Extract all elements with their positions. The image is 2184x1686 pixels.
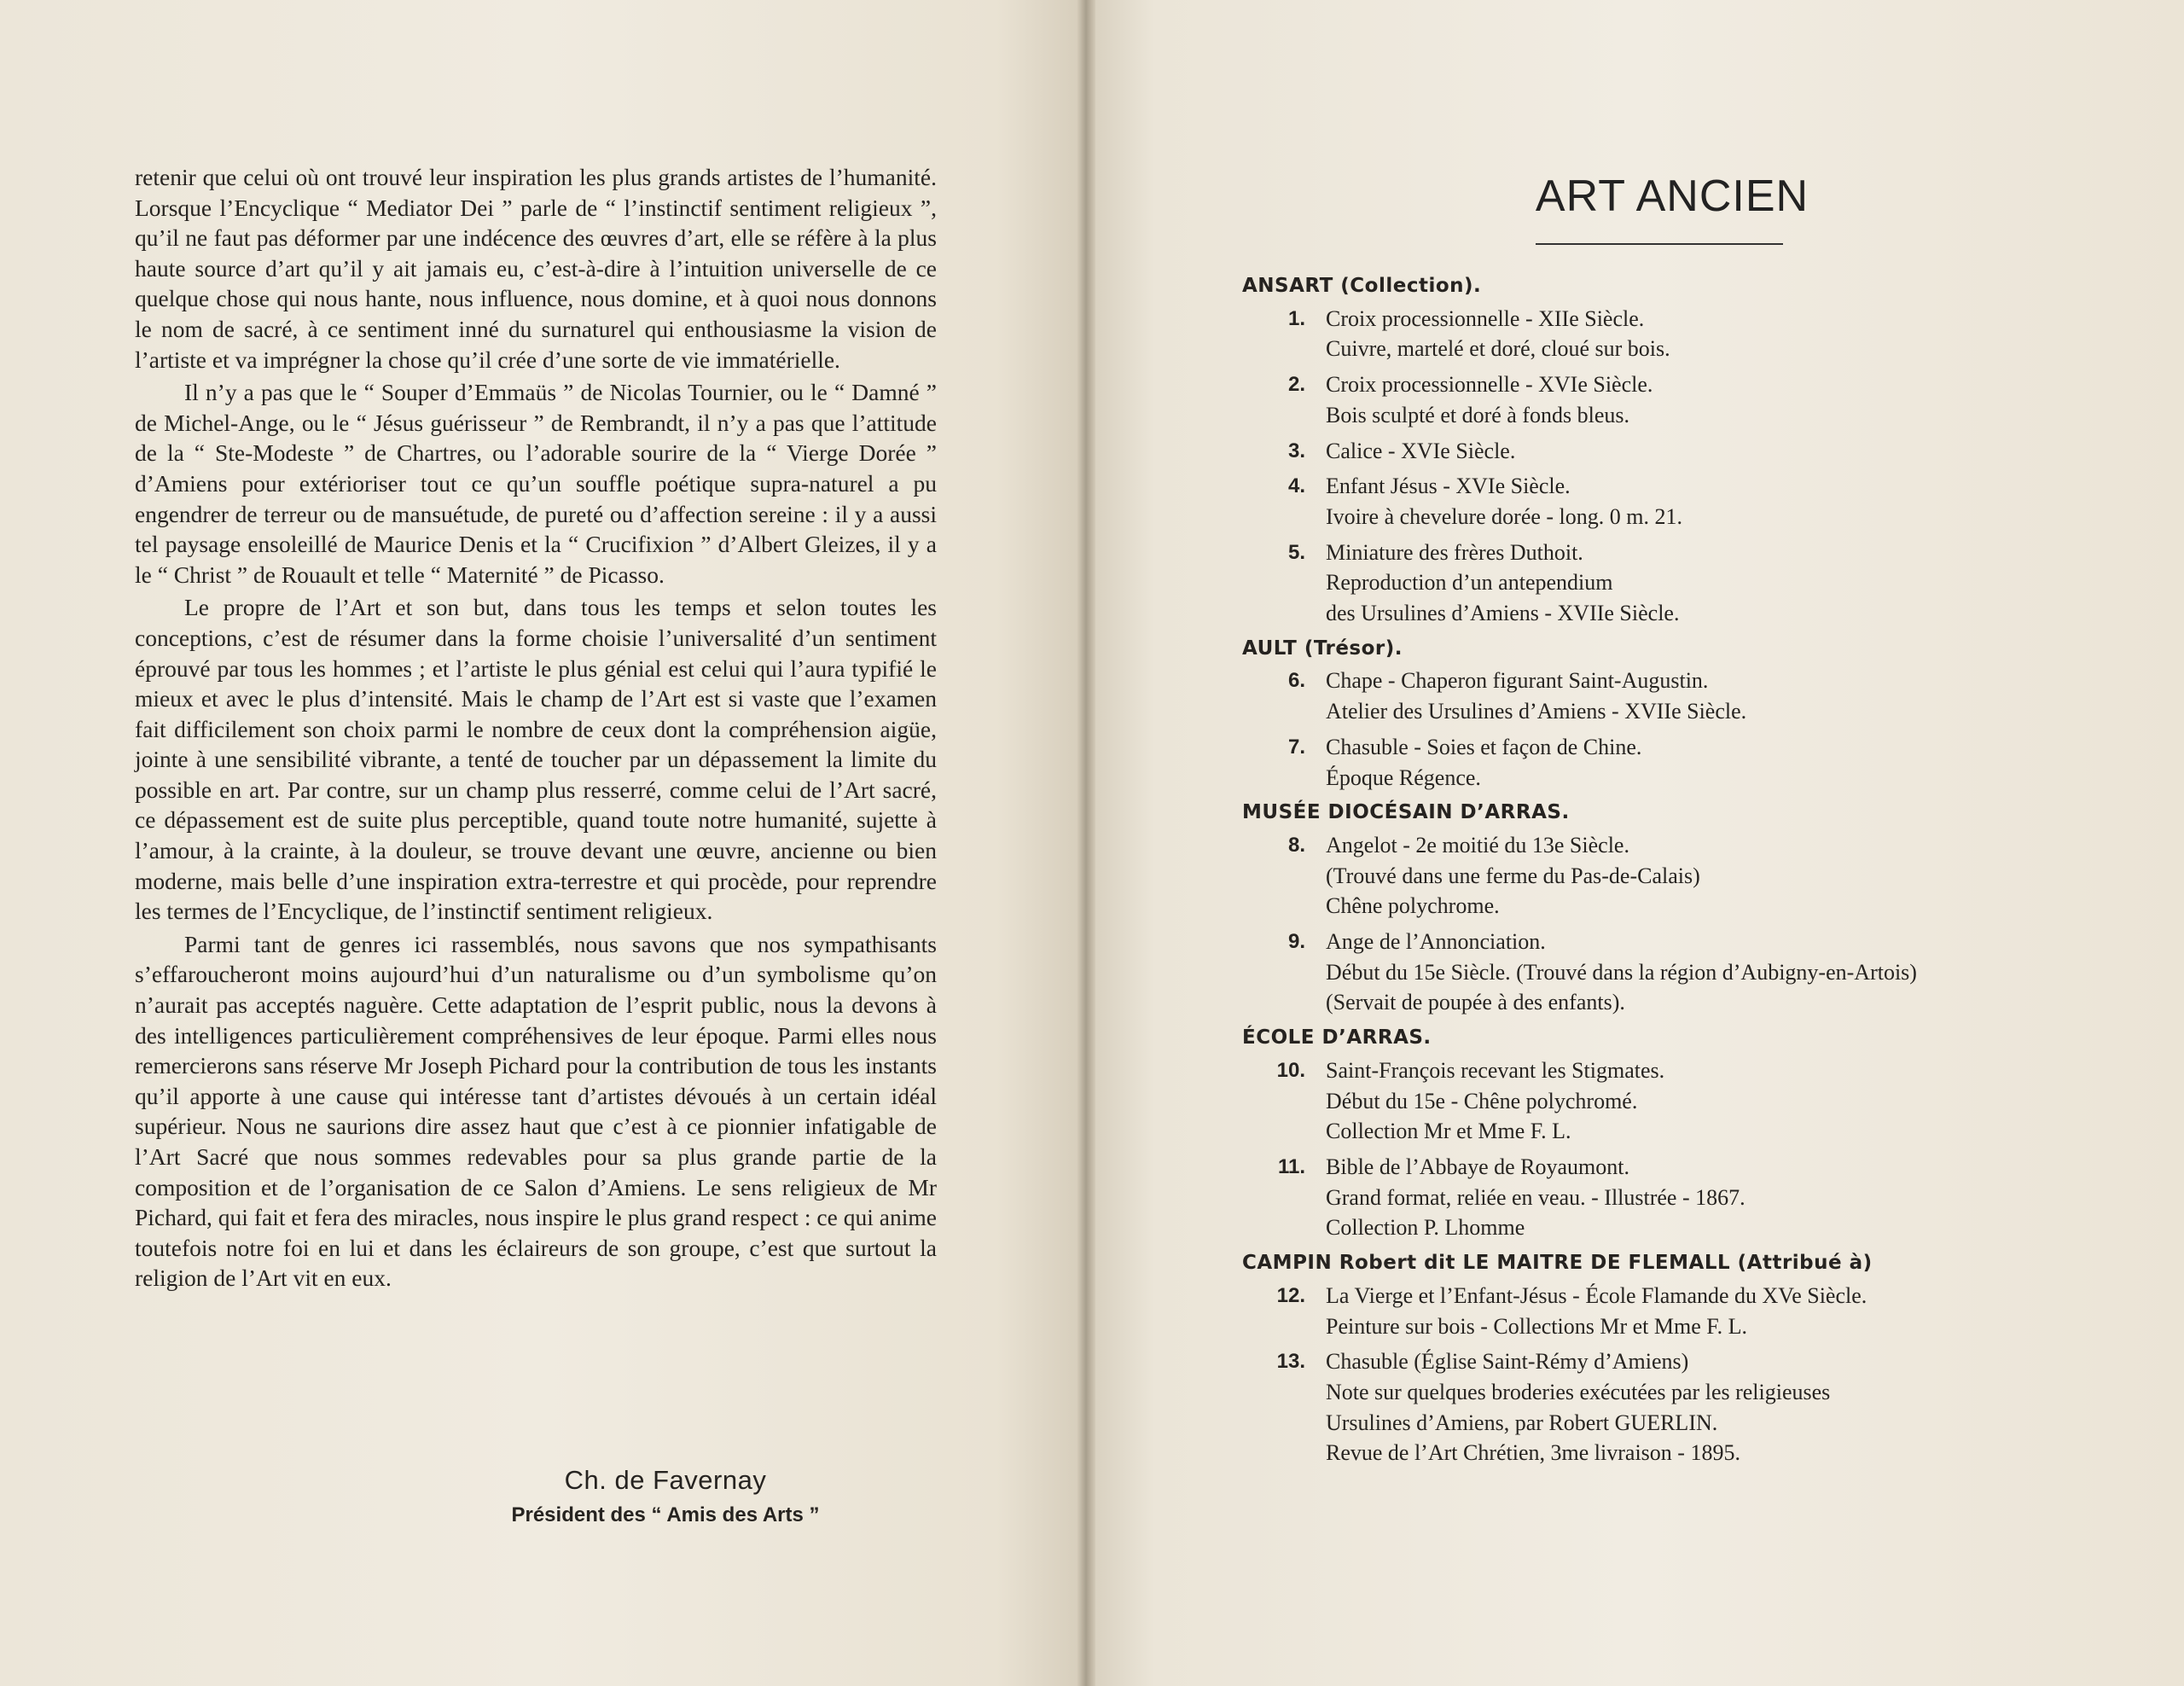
catalog-entry-line: Croix processionnelle - XIIe Siècle. [1326, 305, 1645, 331]
catalog-entry-description [1326, 1152, 2044, 1243]
catalog-entry [1242, 436, 2044, 467]
catalog-entry [1242, 732, 2044, 793]
catalog-entry-line: Collection Mr et Mme F. L. [1326, 1119, 1571, 1144]
catalog-entry-line: Ivoire à chevelure dorée - long. 0 m. 21. [1326, 503, 1683, 529]
catalog-entry-number: 10. [1276, 1058, 1305, 1082]
catalog-entry-line: Chasuble - Soies et façon de Chine. [1326, 734, 1642, 759]
catalog-entry [1242, 471, 2044, 532]
page-title: ART ANCIEN [1535, 172, 1809, 221]
catalog-entry-description [1326, 666, 2044, 726]
catalog-entry-line: Note sur quelques broderies exécutées par les religieuses [1326, 1379, 1831, 1404]
catalog-entry-description [1326, 830, 2044, 921]
catalog-entry-line: Grand format, reliée en veau. - Illustrée - 1867. [1326, 1184, 1745, 1210]
catalog-entry-line: Ange de l’Annonciation. [1326, 929, 1546, 955]
catalog-entry [1242, 1152, 2044, 1243]
catalog-entry-number: 3. [1287, 439, 1305, 462]
catalog-entry-description [1326, 732, 2044, 793]
catalog-entry-number: 11. [1277, 1154, 1305, 1178]
essay-paragraph: Le propre de l’Art et son but, dans tous les temps et selon toutes les conceptions, c’est de résumer dans la forme choisie l’universalité d’un sentiment éprouvé par tous les hommes ; et l’artiste le plus génial est celui qui l’aura typifié le mieux et avec le plus d’intensité. Mais le champ de l’Art est si vaste que l’examen fait difficilement son choix parmi le nombre de ceux dont la compréhension aigüe, jointe à une sensibilité vibrante, a tenté de toucher par un dépassement la limite du possible en art. Par contre, sur un champ plus resserré, comme celui de l’Art sacré, ce dépassement est de suite plus perceptible, quand toute notre humanité, sujette à l’amour, à la crainte, à la douleur, se trouve devant une œuvre, ancienne ou bien moderne, mais belle d’une inspiration extra-terrestre et qui procède, pour reprendre les termes de l’Encyclique, de l’instinctif sentiment religieux. [135, 594, 937, 925]
catalog-entry-description [1326, 538, 2044, 629]
catalog-entry-line: La Vierge et l’Enfant-Jésus - École Flamande du XVe Siècle. [1326, 1282, 1867, 1308]
catalog-entry-line: (Servait de poupée à des enfants). [1326, 990, 1625, 1015]
catalog-entry [1242, 1346, 2044, 1468]
catalog-entry-number: 2. [1287, 373, 1305, 397]
title-underline [1536, 243, 1783, 245]
signature-block [452, 1465, 879, 1527]
catalog-entry-line: Chasuble (Église Saint-Rémy d’Amiens) [1326, 1349, 1689, 1375]
catalog-entry-line: Bible de l’Abbaye de Royaumont. [1326, 1154, 1629, 1179]
catalog-entry-line: Ursulines d’Amiens, par Robert GUERLIN. [1326, 1410, 1718, 1435]
catalog-entry-number: 8. [1287, 833, 1305, 857]
catalog-entry-line: Cuivre, martelé et doré, cloué sur bois. [1326, 336, 1670, 362]
catalog-entry-line: Saint-François recevant les Stigmates. [1326, 1057, 1665, 1083]
catalog-entry-line: des Ursulines d’Amiens - XVIIe Siècle. [1326, 601, 1680, 626]
catalog-entry-line: Chêne polychrome. [1326, 893, 1500, 919]
catalog-entry [1242, 666, 2044, 726]
catalog-entry-number: 4. [1287, 474, 1305, 498]
catalog-entry [1242, 927, 2044, 1018]
catalog-entry-line: Angelot - 2e moitié du 13e Siècle. [1326, 832, 1629, 858]
catalog-entry-number: 13. [1276, 1350, 1305, 1374]
catalog-entry-number: 9. [1287, 930, 1305, 954]
catalog-entry [1242, 369, 2044, 430]
catalog-entry-description [1326, 436, 2044, 467]
catalog-entry-description [1326, 471, 2044, 532]
catalog-entry-line: Atelier des Ursulines d’Amiens - XVIIe Siècle. [1326, 699, 1747, 724]
catalog-entry-line: Début du 15e - Chêne polychromé. [1326, 1088, 1638, 1113]
catalog-entry-line: Miniature des frères Duthoit. [1326, 539, 1583, 565]
catalog-entry-description [1326, 369, 2044, 430]
catalog-entry-line: Chape - Chaperon figurant Saint-Augustin. [1326, 668, 1709, 694]
catalog-entry-number: 1. [1287, 306, 1305, 330]
catalog-entry-line: Revue de l’Art Chrétien, 3me livraison - 1895. [1326, 1440, 1740, 1466]
essay-text [135, 162, 937, 1296]
catalog-entry-line: Peinture sur bois - Collections Mr et Mme F. L. [1326, 1313, 1748, 1339]
catalog-entry-line: Croix processionnelle - XVIe Siècle. [1326, 372, 1653, 398]
catalog-section-heading: MUSÉE DIOCÉSAIN D’ARRAS. [1242, 801, 1570, 824]
catalog-entry [1242, 1055, 2044, 1147]
catalog-entry-description [1326, 1346, 2044, 1468]
catalog-list [1242, 266, 2044, 1474]
catalog-section-heading: AULT (Trésor). [1242, 637, 1403, 660]
catalog-entry-description [1326, 927, 2044, 1018]
catalog-entry-description [1326, 304, 2044, 364]
catalog-entry [1242, 538, 2044, 629]
catalog-entry-line: Enfant Jésus - XVIe Siècle. [1326, 474, 1571, 499]
book-gutter [1077, 0, 1095, 1686]
signature-title: Président des “ Amis des Arts ” [511, 1503, 820, 1526]
catalog-section-heading: CAMPIN Robert dit LE MAITRE DE FLEMALL (Attribué à) [1242, 1252, 1873, 1275]
catalog-entry-number: 7. [1287, 735, 1305, 759]
catalog-entry [1242, 304, 2044, 364]
catalog-entry-description [1326, 1281, 2044, 1341]
catalog-entry-line: Début du 15e Siècle. (Trouvé dans la région d’Aubigny-en-Artois) [1326, 959, 1917, 985]
signature-name: Ch. de Favernay [564, 1465, 767, 1495]
catalog-entry-line: Calice - XVIe Siècle. [1326, 438, 1516, 463]
catalog-entry-line: Reproduction d’un antependium [1326, 570, 1613, 596]
catalog-entry-number: 6. [1287, 669, 1305, 693]
catalog-entry [1242, 1281, 2044, 1341]
essay-paragraph: Parmi tant de genres ici rassemblés, nous savons que nos sympathisants s’effaroucheront moins aujourd’hui d’un naturalisme ou d’un symbolisme qu’on n’aurait pas acceptés naguère. Cette adaptation de l’esprit public, nous la devons à des intelligences particulièrement compréhensives de leur époque. Parmi elles nous remercierons sans réserve Mr Joseph Pichard pour la contribution de tous les instants qu’il apporte à une cause qui intéresse tant d’artistes dévoués à un certain idéal supérieur. Nous ne saurions dire assez haut que c’est à ce pionnier infatigable de l’Art Sacré que nous sommes redevables pour sa plus grande partie de la composition et de l’organisation de ce Salon d’Amiens. Le sens religieux de Mr Pichard, qui fait et fera des miracles, nous inspire le plus grand respect : ce qui anime toutefois notre foi en lui et dans les éclaireurs de son groupe, c’est que surtout la religion de l’Art vit en eux. [135, 930, 937, 1292]
catalog-section-heading: ANSART (Collection). [1242, 275, 1482, 297]
catalog-entry-description [1326, 1055, 2044, 1147]
catalog-entry-line: Bois sculpté et doré à fonds bleus. [1326, 402, 1629, 427]
catalog-entry-number: 12. [1276, 1283, 1305, 1307]
catalog-entry-line: Époque Régence. [1326, 765, 1481, 790]
catalog-section-heading: ÉCOLE D’ARRAS. [1242, 1026, 1432, 1049]
essay-paragraph: Il n’y a pas que le “ Souper d’Emmaüs ” de Nicolas Tournier, ou le “ Damné ” de Michel-Ange, ou le “ Jésus guérisseur ” de Rembrandt, il n’y a pas que l’attitude de la “ Ste-Modeste ” de Chartres, ou l’adorable sourire de la “ Vierge Dorée ” d’Amiens pour extérioriser tout ce qu’un souffle poétique supra-naturel a pu engendrer de terreur ou de mansuétude, de pureté ou d’affection sereine : il y a aussi tel paysage ensoleillé de Maurice Denis et la “ Crucifixion ” d’Albert Gleizes, il y a le “ Christ ” de Rouault et telle “ Maternité ” de Picasso. [135, 379, 937, 588]
catalog-entry-number: 5. [1287, 540, 1305, 564]
catalog-entry-line: (Trouvé dans une ferme du Pas-de-Calais) [1326, 863, 1700, 888]
catalog-entry-line: Collection P. Lhomme [1326, 1215, 1525, 1241]
catalog-entry [1242, 830, 2044, 921]
essay-paragraph: retenir que celui où ont trouvé leur inspiration les plus grands artistes de l’humanité. Lorsque l’Encyclique “ Mediator Dei ” parle de “ l’instinctif sentiment religieux ”, qu’il ne faut pas déformer par une indécence des œuvres d’art, elle se réfère à la plus haute source d’art qu’il y ait jamais eu, c’est-à-dire à l’intuition universelle de ce quelque chose qui nous hante, nous influence, nous domine, et à quoi nous donnons le nom de sacré, à ce sentiment inné du surnaturel qui enthousiasme la vision de l’artiste et va imprégner la chose qu’il crée d’une sorte de vie immatérielle. [135, 164, 937, 373]
